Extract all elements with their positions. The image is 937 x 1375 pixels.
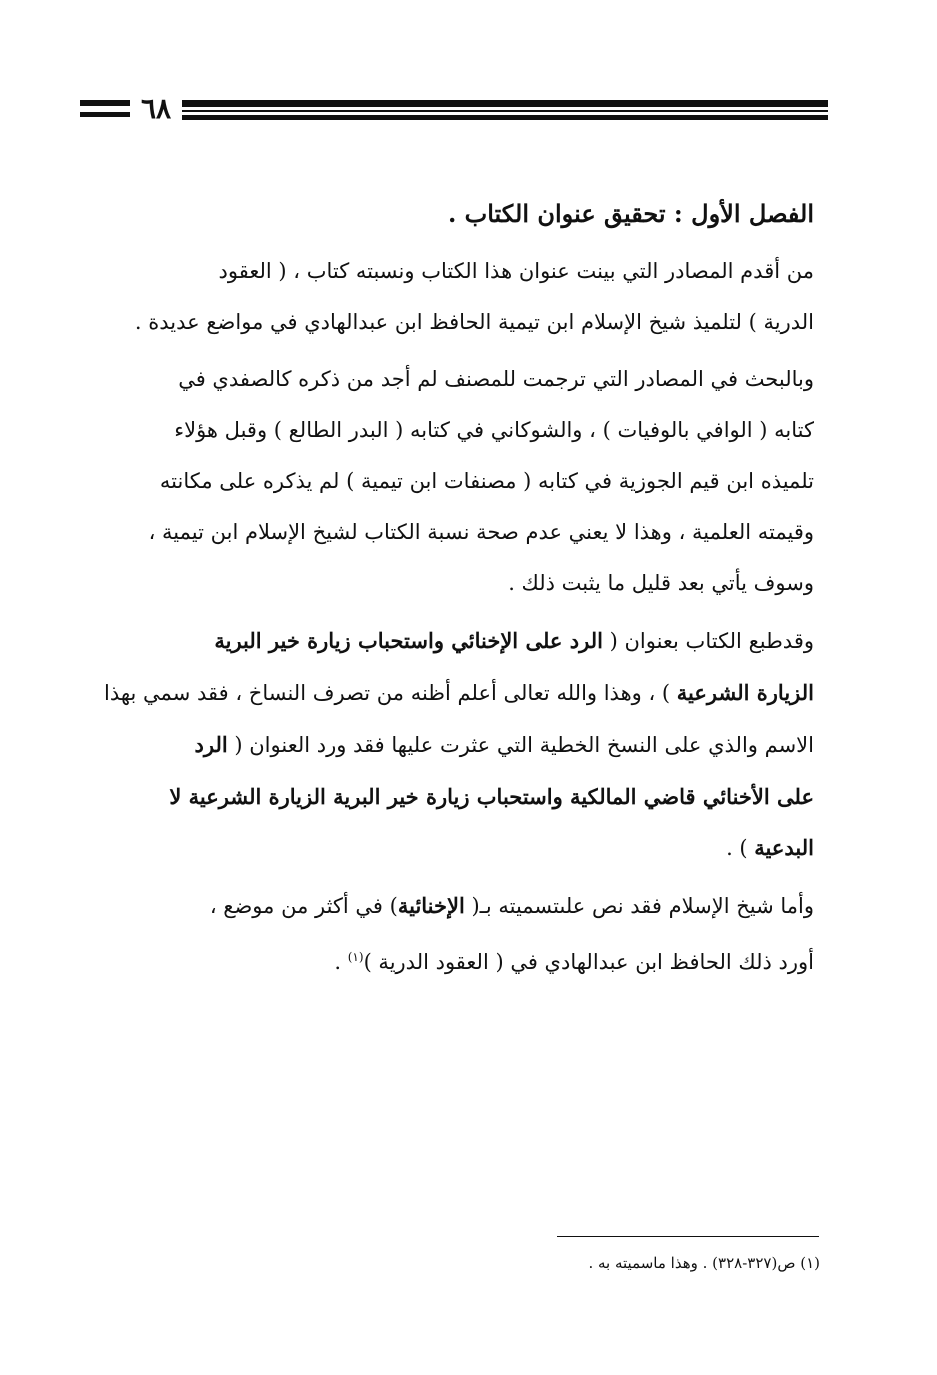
bold-title-run: الرد bbox=[194, 732, 228, 757]
paragraph-1 bbox=[104, 246, 814, 348]
text-run: وقدطبع الكتاب بعنوان ( bbox=[602, 629, 814, 653]
text-line: الدرية ) لتلميذ شيخ الإسلام ابن تيمية الحافظ ابن عبدالهادي في مواضع عديدة . bbox=[134, 310, 814, 334]
chapter-heading bbox=[104, 194, 814, 234]
chapter-label: الفصل الأول : bbox=[665, 199, 814, 228]
text-run: أورد ذلك الحافظ ابن عبدالهادي في ( العقود الدرية ) bbox=[363, 950, 814, 974]
text-run: ) . bbox=[726, 836, 755, 860]
text-line bbox=[104, 932, 814, 988]
text-run: . bbox=[334, 950, 348, 974]
footnote-separator bbox=[557, 1236, 819, 1237]
right-rule-mid bbox=[182, 110, 828, 112]
text-line bbox=[104, 719, 814, 771]
text-line: وسوف يأتي بعد قليل ما يثبت ذلك . bbox=[508, 571, 814, 595]
left-rule-bottom bbox=[80, 112, 130, 117]
text-line bbox=[104, 822, 814, 874]
text-line: تلميذه ابن قيم الجوزية في كتابه ( مصنفات ابن تيمية ) لم يذكره على مكانته bbox=[159, 469, 814, 493]
bold-title-run: البدعية bbox=[754, 835, 814, 860]
chapter-title: تحقيق عنوان الكتاب . bbox=[447, 199, 666, 228]
left-rule-top bbox=[80, 100, 130, 106]
bold-title-run: الرد على الإخنائي واستحباب زيارة خير البرية bbox=[214, 628, 603, 653]
bold-title-run: الزيارة الشرعية bbox=[676, 680, 814, 705]
text-run: ) في أكثر من موضع ، bbox=[209, 894, 398, 918]
text-line: وبالبحث في المصادر التي ترجمت للمصنف لم أجد من ذكره كالصفدي في bbox=[178, 367, 814, 391]
text-line bbox=[104, 667, 814, 719]
page-number: ٦٨ bbox=[140, 92, 172, 125]
right-rule-top bbox=[182, 100, 828, 107]
page-body bbox=[104, 178, 814, 994]
text-line: كتابه ( الوافي بالوفيات ) ، والشوكاني في كتابه ( البدر الطالع ) وقبل هؤلاء bbox=[174, 418, 814, 442]
bold-title-line: على الأخنائي قاضي المالكية واستحباب زيارة خير البرية الزيارة الشرعية لا bbox=[169, 784, 814, 809]
bold-title-run: الإخنائية bbox=[397, 893, 465, 918]
footnote: (١) ص(٣٢٧-٣٢٨) . وهذا ماسميته به . bbox=[588, 1254, 820, 1272]
text-run: ) ، وهذا والله تعالى أعلم أظنه من تصرف النساخ ، فقد سمي بهذا bbox=[104, 681, 677, 705]
text-line bbox=[104, 880, 814, 932]
text-line: وقيمته العلمية ، وهذا لا يعني عدم صحة نسبة الكتاب لشيخ الإسلام ابن تيمية ، bbox=[148, 520, 814, 544]
text-line bbox=[104, 615, 814, 667]
paragraph-4 bbox=[104, 880, 814, 988]
text-run: وأما شيخ الإسلام فقد نص علىتسميته بـ( bbox=[464, 894, 814, 918]
paragraph-2 bbox=[104, 354, 814, 609]
text-run: الاسم والذي على النسخ الخطية التي عثرت عليها فقد ورد العنوان ( bbox=[227, 733, 814, 757]
right-rule-bottom bbox=[182, 115, 828, 120]
text-line: من أقدم المصادر التي بينت عنوان هذا الكتاب ونسبته كتاب ، ( العقود bbox=[218, 259, 814, 283]
paragraph-3 bbox=[104, 615, 814, 874]
footnote-marker: (١) bbox=[347, 950, 364, 964]
